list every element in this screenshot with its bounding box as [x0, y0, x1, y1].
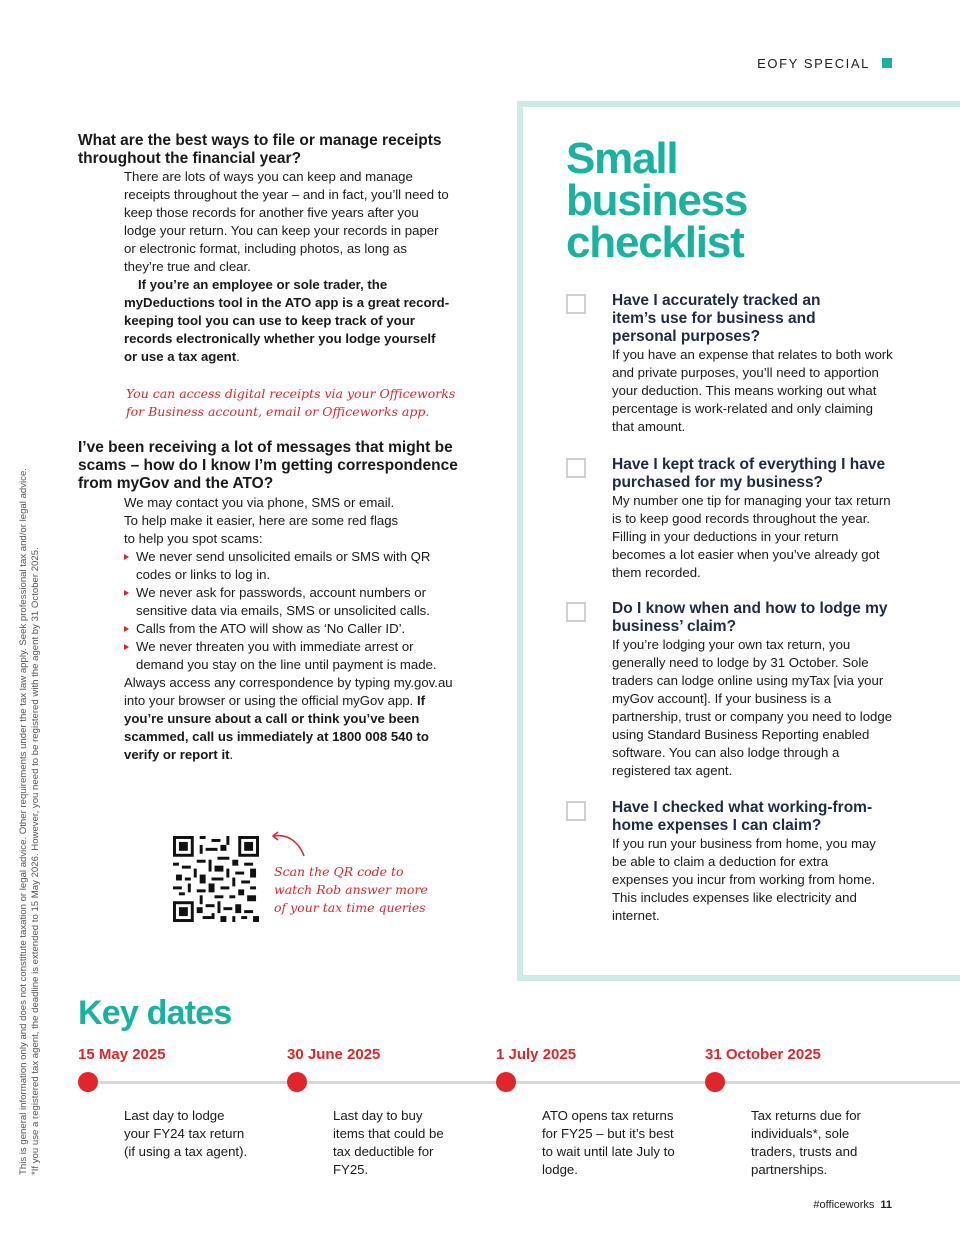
question-receipts-body — [124, 168, 450, 366]
checklist-item — [566, 799, 896, 925]
timeline-dot — [496, 1072, 516, 1092]
date-description: Last day to lodge your FY24 tax return (if using a tax agent). — [124, 1108, 248, 1159]
key-dates-title: Key dates — [78, 994, 232, 1032]
checklist-question: Have I accurately tracked an item’s use for business and personal purposes? — [612, 292, 821, 345]
checklist-item — [566, 292, 896, 436]
checkbox[interactable] — [566, 801, 586, 821]
scam-flag: We never send unsolicited emails or SMS with QR codes or links to log in. — [124, 548, 456, 584]
page-number: 11 — [880, 1199, 892, 1211]
question-scams-title: I’ve been receiving a lot of messages that might be scams – how do I know I’m getting correspondence from myGov and the ATO? — [78, 439, 458, 492]
checkbox[interactable] — [566, 602, 586, 622]
timeline-dot — [78, 1072, 98, 1092]
question-receipts-title: What are the best ways to file or manage receipts throughout the financial year? — [78, 132, 442, 167]
date-label: 1 July 2025 — [496, 1046, 577, 1063]
checklist-question: Have I kept track of everything I have purchased for my business? — [612, 456, 886, 491]
date-description: Last day to buy items that could be tax deductible for FY25. — [333, 1108, 444, 1177]
checklist-item — [566, 600, 896, 780]
date-label: 15 May 2025 — [78, 1046, 166, 1063]
hashtag: #officeworks — [813, 1199, 875, 1211]
checklist-answer: If you run your business from home, you may be able to claim a deduction for extra expenses you incur from working from home. This includes expenses like electricity and internet. — [612, 836, 876, 923]
disclaimer-line-2: *If you use a registered tax agent, the deadline is extended to 15 May 2026. However, you need to be registered with the agent by 31 October 2025. — [30, 547, 41, 1175]
date-label: 30 June 2025 — [287, 1046, 381, 1063]
receipts-note: You can access digital receipts via your Officeworks for Business account, email or Officeworks app. — [126, 386, 456, 419]
qr-code-icon[interactable] — [173, 836, 259, 922]
scam-flags-list — [124, 548, 456, 674]
date-description: Tax returns due for individuals*, sole traders, trusts and partnerships. — [751, 1108, 861, 1177]
question-scams-body — [124, 494, 456, 764]
date-label: 31 October 2025 — [705, 1046, 821, 1063]
checkbox[interactable] — [566, 458, 586, 478]
qr-caption: Scan the QR code to watch Rob answer more of your tax time queries — [274, 864, 428, 915]
scams-outro: Always access any correspondence by typing my.gov.au into your browser or using the official myGov app. If you’re unsure about a call or think you’ve been scammed, call us immediately at 1800 008 540 to verify or report it. — [124, 675, 453, 762]
scam-flag: We never ask for passwords, account numbers or sensitive data via emails, SMS or unsolicited calls. — [124, 584, 456, 620]
page-footer — [813, 1199, 892, 1211]
checklist-item — [566, 456, 896, 582]
receipts-paragraph: There are lots of ways you can keep and manage receipts throughout the year – and in fact, you’ll need to keep those records for another five years after you lodge your return. You can keep your records in paper or electronic format, including photos, as long as they’re true and clear. — [124, 169, 449, 274]
receipts-tip: If you’re an employee or sole trader, the myDeductions tool in the ATO app is a great record-keeping tool you can use to keep track of your records electronically whether you lodge yourself or use a tax agent. — [124, 277, 450, 364]
scams-intro: We may contact you via phone, SMS or email. To help make it easier, here are some red flags to help you spot scams: — [124, 495, 399, 546]
disclaimer-line-1: This is general information only and does not constitute taxation or legal advice. Other requirements under the tax law apply. Seek professional tax and/or legal advice. — [18, 468, 29, 1175]
checklist-question: Have I checked what working-from-home expenses I can claim? — [612, 799, 873, 834]
timeline-dot — [287, 1072, 307, 1092]
timeline-dot — [705, 1072, 725, 1092]
disclaimer — [18, 468, 42, 1175]
arrow-icon — [268, 830, 308, 860]
checkbox[interactable] — [566, 294, 586, 314]
checklist-answer: If you have an expense that relates to both work and private purposes, you’ll need to apportion your deduction. This means working out what percentage is work-related and only claiming that amount. — [612, 347, 893, 434]
date-description: ATO opens tax returns for FY25 – but it’s best to wait until late July to lodge. — [542, 1108, 675, 1177]
checklist-answer: My number one tip for managing your tax return is to keep good records throughout the year. Filling in your deductions in your return becomes a lot easier when you’ve already got them recorded. — [612, 493, 891, 580]
checklist-question: Do I know when and how to lodge my business’ claim? — [612, 600, 888, 635]
timeline-line — [78, 1081, 960, 1084]
checklist-title: Small business checklist — [566, 134, 748, 267]
scam-flag: We never threaten you with immediate arrest or demand you stay on the line until payment is made. — [124, 638, 456, 674]
scam-flag: Calls from the ATO will show as ‘No Caller ID’. — [124, 620, 456, 638]
section-tag: EOFY SPECIAL — [757, 56, 870, 71]
section-square-icon — [882, 58, 892, 68]
checklist-answer: If you’re lodging your own tax return, you generally need to lodge by 31 October. Sole traders can lodge online using myTax [via your myGov account]. If your business is a partnership, trust or company you need to lodge using Standard Business Reporting enabled software. You can also lodge through a registered tax agent. — [612, 637, 893, 778]
